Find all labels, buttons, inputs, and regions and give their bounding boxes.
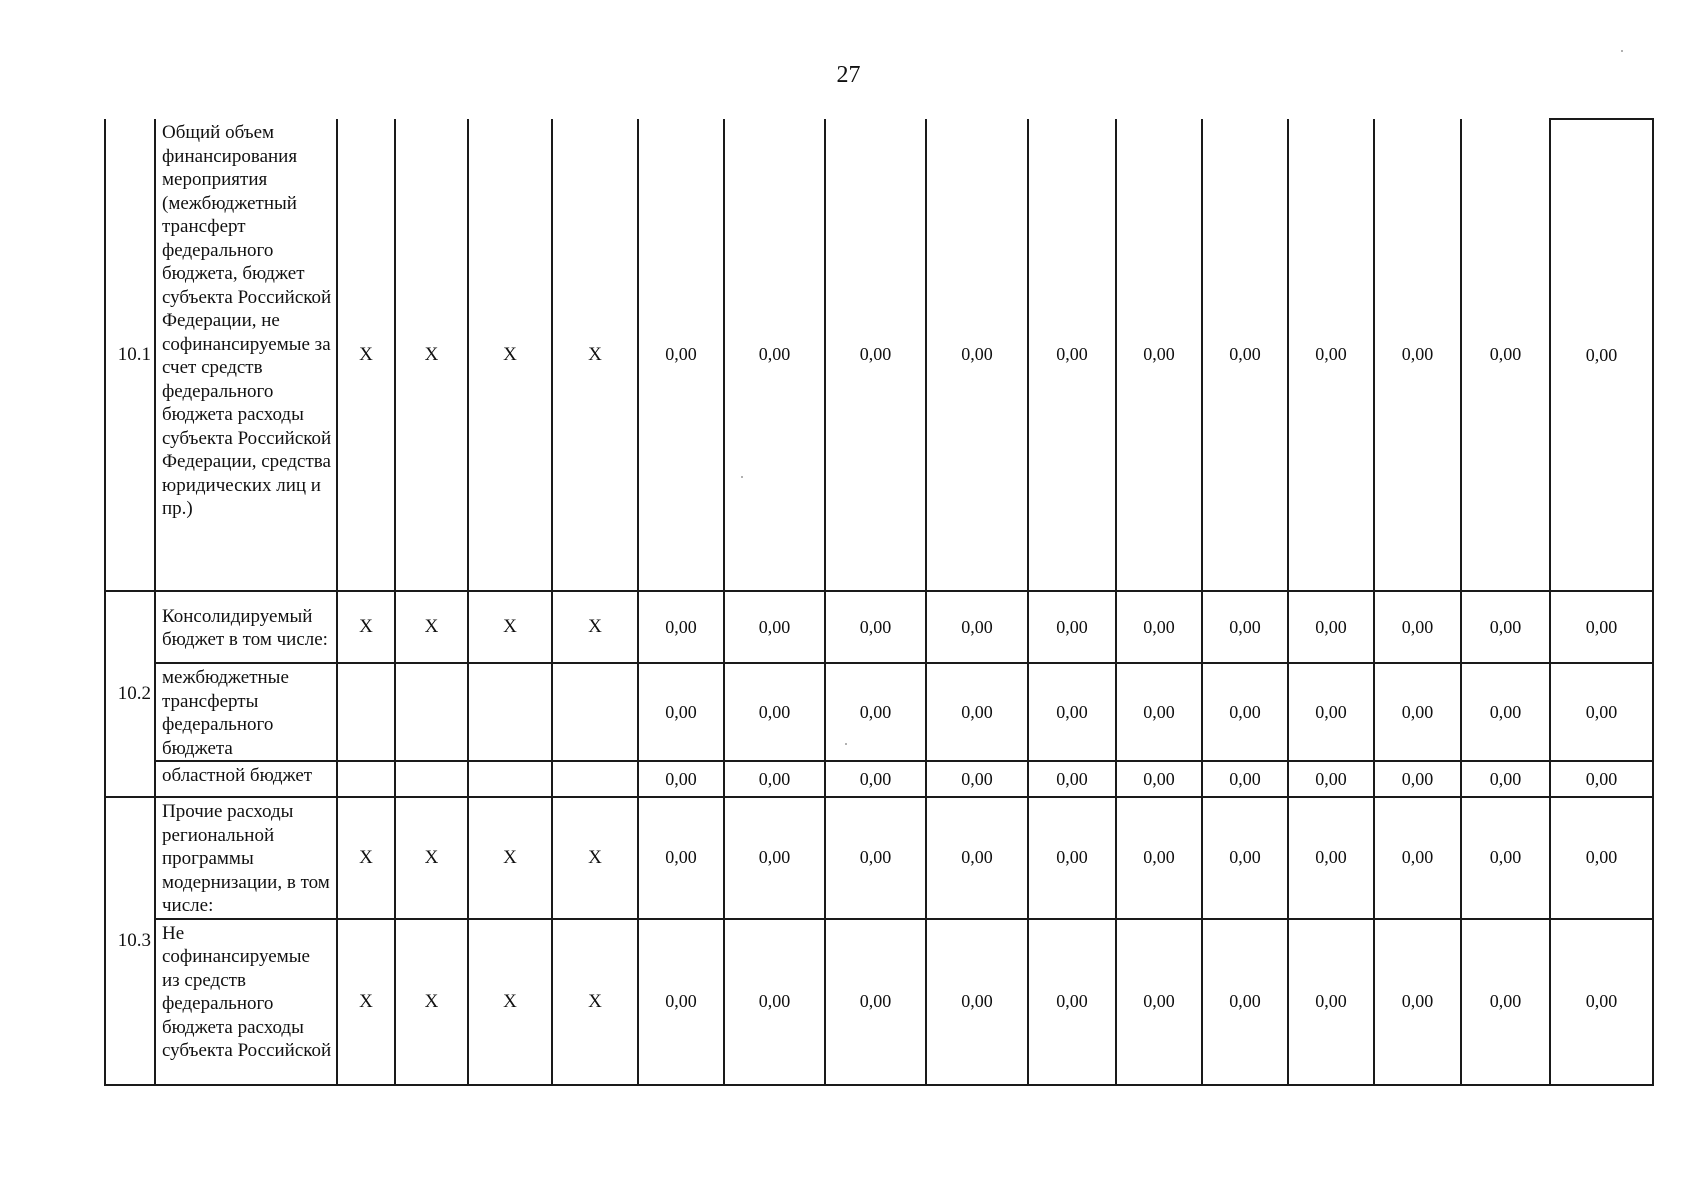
value-cell: 0,00 [638, 591, 724, 663]
value-cell: 0,00 [1550, 761, 1653, 797]
table-row [105, 919, 1653, 1085]
value-cell: 0,00 [724, 797, 825, 919]
value-cell: 0,00 [1116, 663, 1202, 761]
value-cell: 0,00 [724, 919, 825, 1085]
value-cell: 0,00 [638, 797, 724, 919]
value-cell: 0,00 [1202, 119, 1288, 591]
mark-cell [337, 761, 395, 797]
table-row [105, 761, 1653, 797]
value-cell: 0,00 [1028, 591, 1116, 663]
value-cell: 0,00 [638, 663, 724, 761]
mark-cell: X [468, 797, 552, 919]
value-cell: 0,00 [1550, 663, 1653, 761]
funding-table [104, 118, 1654, 1086]
value-cell: 0,00 [1288, 119, 1374, 591]
value-cell: 0,00 [1374, 919, 1461, 1085]
mark-cell [468, 761, 552, 797]
row-number: 10.1 [105, 119, 155, 591]
mark-cell [395, 663, 468, 761]
mark-cell: X [468, 919, 552, 1085]
mark-cell: X [337, 797, 395, 919]
value-cell: 0,00 [724, 591, 825, 663]
value-cell: 0,00 [1550, 119, 1653, 591]
value-cell: 0,00 [1550, 591, 1653, 663]
mark-cell: X [552, 591, 638, 663]
value-cell: 0,00 [1202, 591, 1288, 663]
value-cell: 0,00 [1461, 797, 1550, 919]
value-cell: 0,00 [825, 761, 926, 797]
value-cell: 0,00 [1202, 761, 1288, 797]
mark-cell: X [468, 119, 552, 591]
value-cell: 0,00 [724, 761, 825, 797]
value-cell: 0,00 [926, 591, 1028, 663]
mark-cell: X [395, 591, 468, 663]
value-cell: 0,00 [825, 663, 926, 761]
value-cell: 0,00 [724, 663, 825, 761]
value-cell: 0,00 [926, 119, 1028, 591]
row-number: 10.3 [105, 797, 155, 1085]
value-cell: 0,00 [825, 797, 926, 919]
value-cell: 0,00 [1288, 797, 1374, 919]
value-cell: 0,00 [1202, 797, 1288, 919]
value-cell: 0,00 [1028, 663, 1116, 761]
row-description: Общий объем финансирования мероприятия (межбюджетный трансферт федерального бюджета, бюджет субъекта Российской Федерации, не софинансируемые за счет средств федерального бюджета расходы субъекта Российской Федерации, средства юридических лиц и пр.) [155, 119, 337, 591]
value-cell: 0,00 [1116, 919, 1202, 1085]
mark-cell: X [552, 797, 638, 919]
value-cell: 0,00 [1550, 797, 1653, 919]
value-cell: 0,00 [1288, 663, 1374, 761]
mark-cell: X [395, 119, 468, 591]
value-cell: 0,00 [825, 919, 926, 1085]
row-description: Не софинансируемые из средств федерального бюджета расходы субъекта Российской [155, 919, 337, 1085]
value-cell: 0,00 [638, 919, 724, 1085]
value-cell: 0,00 [926, 919, 1028, 1085]
value-cell: 0,00 [1374, 591, 1461, 663]
table-row [105, 591, 1653, 663]
value-cell: 0,00 [638, 761, 724, 797]
value-cell: 0,00 [1550, 919, 1653, 1085]
mark-cell [552, 663, 638, 761]
scan-speck [1621, 50, 1623, 52]
value-cell: 0,00 [1288, 919, 1374, 1085]
value-cell: 0,00 [1288, 761, 1374, 797]
value-cell: 0,00 [1461, 119, 1550, 591]
value-cell: 0,00 [1028, 919, 1116, 1085]
value-cell: 0,00 [724, 119, 825, 591]
page-number: 27 [836, 62, 861, 88]
mark-cell: X [337, 919, 395, 1085]
value-cell: 0,00 [825, 119, 926, 591]
value-cell: 0,00 [825, 591, 926, 663]
value-cell: 0,00 [1461, 591, 1550, 663]
value-cell: 0,00 [1116, 591, 1202, 663]
value-cell: 0,00 [1461, 761, 1550, 797]
table-row [105, 663, 1653, 761]
mark-cell [395, 761, 468, 797]
value-cell: 0,00 [926, 761, 1028, 797]
mark-cell: X [395, 797, 468, 919]
table-row [105, 119, 1653, 591]
value-cell: 0,00 [1461, 663, 1550, 761]
mark-cell [468, 663, 552, 761]
mark-cell: X [468, 591, 552, 663]
value-cell: 0,00 [926, 663, 1028, 761]
value-cell: 0,00 [1116, 119, 1202, 591]
row-description: областной бюджет [155, 761, 337, 797]
value-cell: 0,00 [1202, 663, 1288, 761]
mark-cell: X [337, 591, 395, 663]
mark-cell [337, 663, 395, 761]
value-cell: 0,00 [1028, 761, 1116, 797]
value-cell: 0,00 [1202, 919, 1288, 1085]
value-cell: 0,00 [1116, 761, 1202, 797]
value-cell: 0,00 [1374, 663, 1461, 761]
row-description: Прочие расходы региональной программы модернизации, в том числе: [155, 797, 337, 919]
mark-cell: X [552, 919, 638, 1085]
value-cell: 0,00 [1374, 119, 1461, 591]
mark-cell: X [395, 919, 468, 1085]
value-cell: 0,00 [1461, 919, 1550, 1085]
mark-cell: X [337, 119, 395, 591]
value-cell: 0,00 [1374, 797, 1461, 919]
value-cell: 0,00 [926, 797, 1028, 919]
value-cell: 0,00 [638, 119, 724, 591]
row-description: Консолидируемый бюджет в том числе: [155, 591, 337, 663]
mark-cell: X [552, 119, 638, 591]
value-cell: 0,00 [1116, 797, 1202, 919]
row-description: межбюджетные трансферты федерального бюджета [155, 663, 337, 761]
value-cell: 0,00 [1028, 797, 1116, 919]
mark-cell [552, 761, 638, 797]
value-cell: 0,00 [1028, 119, 1116, 591]
value-cell: 0,00 [1288, 591, 1374, 663]
table-row [105, 797, 1653, 919]
row-number: 10.2 [105, 591, 155, 797]
value-cell: 0,00 [1374, 761, 1461, 797]
